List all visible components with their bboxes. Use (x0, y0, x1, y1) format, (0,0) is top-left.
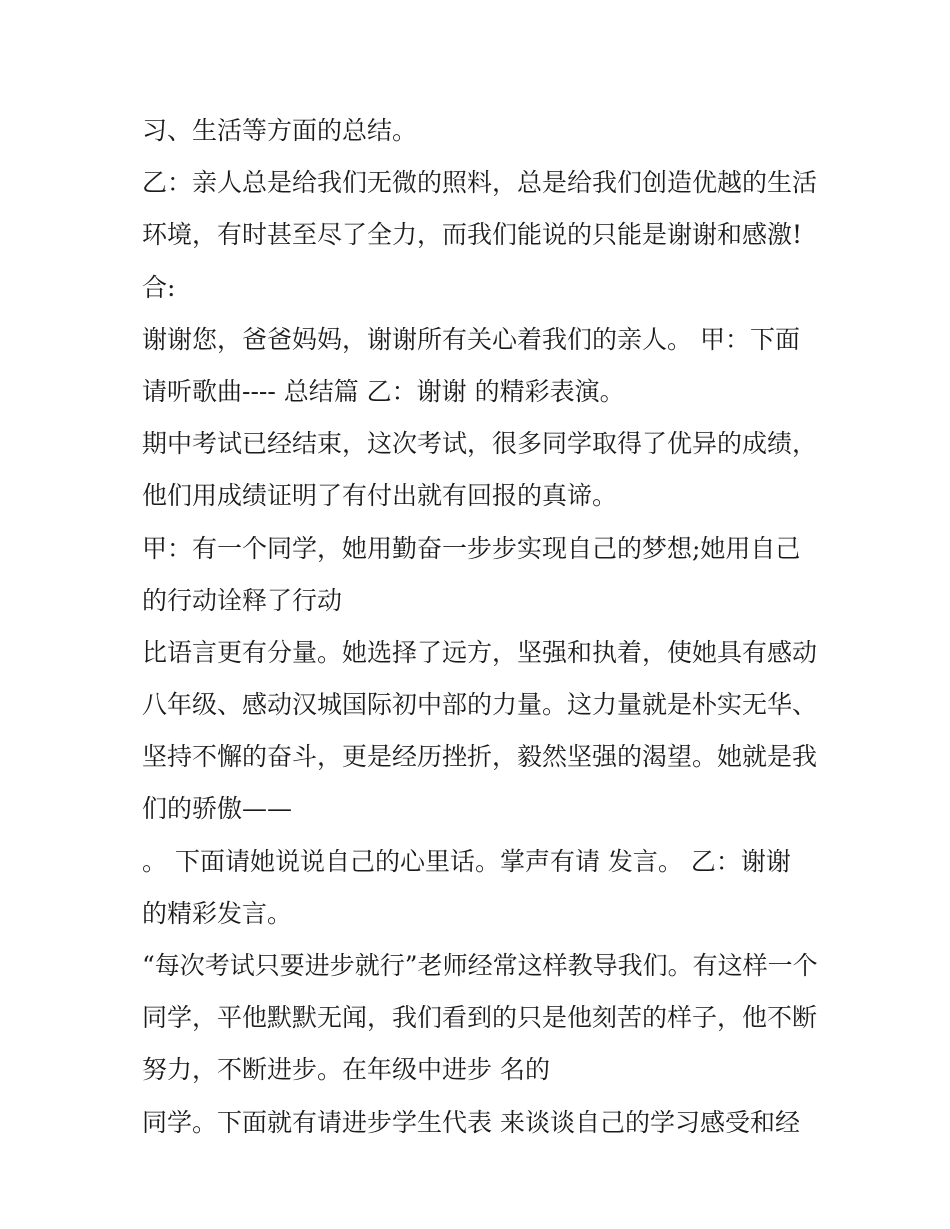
text-line: 环境，有时甚至尽了全力，而我们能说的只能是谢谢和感激! (142, 220, 803, 250)
text-line: 合: (142, 272, 176, 302)
text-line: 。 下面请她说说自己的心里话。掌声有请 发言。 乙：谢谢 (142, 846, 791, 876)
text-line: 甲：有一个同学，她用勤奋一步步实现自己的梦想;她用自己 (142, 533, 801, 563)
text-line: 努力，不断进步。在年级中进步 名的 (142, 1055, 550, 1085)
text-line: 请听歌曲---- 总结篇 乙：谢谢 的精彩表演。 (142, 376, 625, 406)
text-line: 八年级、感动汉城国际初中部的力量。这力量就是朴实无华、 (142, 690, 818, 720)
text-line: 的行动诠释了行动 (142, 585, 343, 615)
text-line: “每次考试只要进步就行”老师经常这样教导我们。有这样一个 (142, 951, 818, 980)
text-line: 乙：亲人总是给我们无微的照料，总是给我们创造优越的生活 (142, 168, 818, 198)
text-line: 同学，平他默默无闻，我们看到的只是他刻苦的样子，他不断 (142, 1003, 818, 1033)
text-line: 比语言更有分量。她选择了远方，坚强和执着，使她具有感动 (142, 637, 818, 667)
text-line: 习、生活等方面的总结。 (142, 116, 418, 145)
document-body (142, 105, 822, 1149)
text-line: 们的骄傲—— (142, 794, 293, 824)
text-line: 的精彩发言。 (142, 898, 293, 928)
text-line: 他们用成绩证明了有付出就有回报的真谛。 (142, 481, 618, 511)
text-line: 坚持不懈的奋斗，更是经历挫折，毅然坚强的渴望。她就是我 (142, 742, 818, 772)
text-line: 同学。下面就有请进步学生代表 来谈谈自己的学习感受和经 (142, 1107, 800, 1137)
text-line: 期中考试已经结束，这次考试，很多同学取得了优异的成绩， (142, 429, 818, 459)
text-line: 谢谢您，爸爸妈妈，谢谢所有关心着我们的亲人。 甲：下面 (142, 324, 800, 354)
